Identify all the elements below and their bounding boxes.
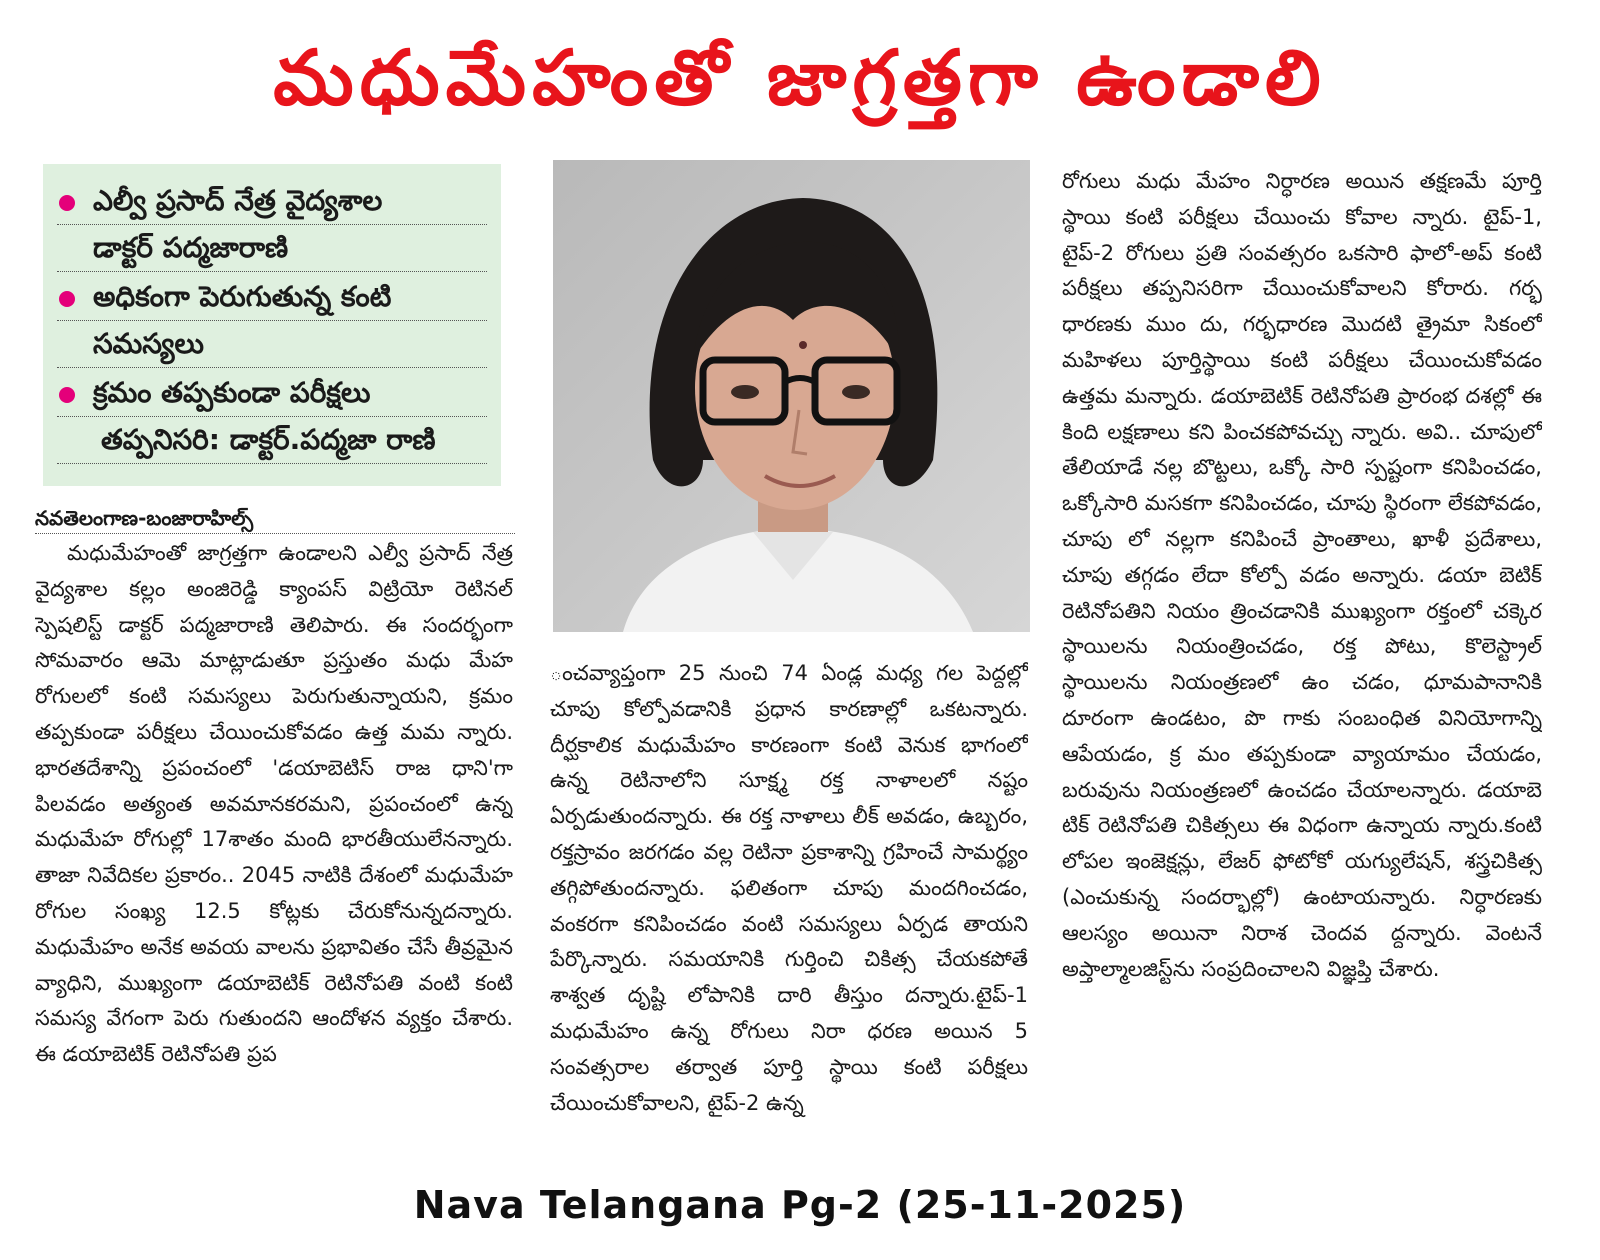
byline: నవతెలంగాణ-బంజారాహిల్స్ (35, 505, 515, 534)
highlights-box (43, 164, 501, 486)
bullet-icon (59, 387, 75, 403)
highlight-item (57, 178, 487, 272)
highlight-item (57, 274, 487, 368)
highlight-line (57, 178, 487, 225)
highlight-item (57, 370, 487, 464)
article-text: ంచవ్యాప్తంగా 25 నుంచి 74 ఏండ్ల మధ్య గల పెద్దల్లో చూపు కోల్పోవడానికి ప్రధాన కారణాల్లో ఒకటన్నారు. దీర్ఘకాలిక మధుమేహం కారణంగా కంటి వెనుక భాగంలో ఉన్న రెటినాలోని సూక్ష్మ రక్త నాళాలలో నష్టం ఏర్పడుతుందన్నారు. ఈ రక్త నాళాలు లీక్ అవడం, ఉబ్బరం, రక్తస్రావం జరగడం వల్ల రెటినా ప్రకాశాన్ని గ్రహించే సామర్థ్యం తగ్గిపోతుందన్నారు. ఫలితంగా చూపు మందగించడం, వంకరగా కనిపించడం వంటి సమస్యలు ఏర్పడ తాయని పేర్కొన్నారు. సమయానికి గుర్తించి చికిత్స చేయకపోతే శాశ్వత దృష్టి లోపానికి దారి తీస్తుం దన్నారు.టైప్-1 మధుమేహం ఉన్న రోగులు నిరా ధరణ అయిన 5 సంవత్సరాల తర్వాత పూర్తి స్థాయి కంటి పరీక్షలు చేయించుకోవాలని, టైప్-2 ఉన్న (550, 661, 1028, 1115)
highlight-text: అధికంగా పెరుగుతున్న కంటి (93, 280, 392, 313)
article-column-1 (35, 536, 513, 1166)
headline: మధుమేహంతో జాగ్రత్తగా ఉండాలి (273, 33, 1327, 122)
highlight-line: సమస్యలు (57, 321, 487, 368)
portrait-illustration (553, 160, 1030, 632)
bullet-icon (59, 291, 75, 307)
highlight-line (57, 370, 487, 417)
highlight-line: డాక్టర్ పద్మజారాణి (57, 225, 487, 272)
highlight-line (57, 274, 487, 321)
article-column-2 (550, 656, 1028, 1166)
highlight-text: ఎల్వీ ప్రసాద్ నేత్ర వైద్యశాల (93, 184, 383, 217)
highlight-line: తప్పనిసరి: డాక్టర్.పద్మజా రాణి (57, 417, 487, 464)
highlight-text: క్రమం తప్పకుండా పరీక్షలు (93, 376, 371, 409)
bullet-icon (59, 195, 75, 211)
article-text: రోగులు మధు మేహం నిర్ధారణ అయిన తక్షణమే పూర్తి స్థాయి కంటి పరీక్షలు చేయించు కోవాల న్నారు. టైప్-1, టైప్-2 రోగులు ప్రతి సంవత్సరం ఒకసారి ఫాలో-అప్ కంటి పరీక్షలు తప్పనిసరిగా చేయించుకోవాలని కోరారు. గర్భ ధారణకు ముం దు, గర్భధారణ మొదటి త్రైమా సికంలో మహిళలు పూర్తిస్థాయి కంటి పరీక్షలు చేయించుకోవడం ఉత్తమ మన్నారు. డయాబెటిక్ రెటినోపతి ప్రారంభ దశల్లో ఈ కింది లక్షణాలు కని పించకపోవచ్చు న్నారు. అవి.. చూపులో తేలియాడే నల్ల బొట్టలు, ఒక్కో సారి స్పష్టంగా కనిపించడం, ఒక్కోసారి మసకగా కనిపించడం, చూపు స్థిరంగా లేకపోవడం, చూపు లో నల్లగా కనిపించే ప్రాంతాలు, ఖాళీ ప్రదేశాలు, చూపు తగ్గడం లేదా కోల్పో వడం అన్నారు. డయా బెటిక్ రెటినోపతిని నియం త్రించడానికి ముఖ్యంగా రక్తంలో చక్కెర స్థాయిలను నియంత్రించడం, రక్త పోటు, కొలెస్ట్రాల్ స్థాయిలను నియంత్రణలో ఉం చడం, ధూమపానానికి దూరంగా ఉండటం, పొ గాకు సంబంధిత వినియోగాన్ని ఆపేయడం, క్ర మం తప్పకుండా వ్యాయామం చేయడం, బరువును నియంత్రణలో ఉంచడం చేయాలన్నారు. డయాబె టిక్ రెటినోపతి చికిత్సలు ఈ విధంగా ఉన్నాయ న్నారు.కంటి లోపల ఇంజెక్షన్లు, లేజర్ ఫోటోకో యగ్యులేషన్, శస్త్రచికిత్స (ఎంచుకున్న సందర్భాల్లో) ఉంటాయన్నారు. నిర్ధారణకు ఆలస్యం అయినా నిరాశ చెందవ ద్దన్నారు. వెంటనే అప్తాల్మాలజిస్ట్‌ను సంప్రదించాలని విజ్ఞప్తి చేశారు. (1062, 169, 1542, 981)
source-caption: Nava Telangana Pg-2 (25-11-2025) (413, 1183, 1187, 1227)
article-column-3 (1062, 164, 1542, 1166)
article-text: మధుమేహంతో జాగ్రత్తగా ఉండాలని ఎల్వీ ప్రసాద్ నేత్ర వైద్యశాల కల్లం అంజిరెడ్డి క్యాంపస్ విట్రియో రెటినల్ స్పెషలిస్ట్ డాక్టర్ పద్మజారాణి తెలిపారు. ఈ సందర్భంగా సోమవారం ఆమె మాట్లాడుతూ ప్రస్తుతం మధు మేహ రోగులలో కంటి సమస్యలు పెరుగుతున్నాయని, క్రమం తప్పకుండా పరీక్షలు చేయించుకోవడం ఉత్త మమ న్నారు. భారతదేశాన్ని ప్రపంచంలో 'డయాబెటిస్ రాజ ధాని'గా పిలవడం అత్యంత అవమానకరమని, ప్రపంచంలో ఉన్న మధుమేహ రోగుల్లో 17శాతం మంది భారతీయులేనన్నారు. తాజా నివేదికల ప్రకారం.. 2045 నాటికి దేశంలో మధుమేహ రోగుల సంఖ్య 12.5 కోట్లకు చేరుకోనున్నదన్నారు. మధుమేహం అనేక అవయ వాలను ప్రభావితం చేసే తీవ్రమైన వ్యాధిని, ముఖ్యంగా డయాబెటిక్ రెటినోపతి వంటి కంటి సమస్య వేగంగా పెరు గుతుందని ఆందోళన వ్యక్తం చేశారు. ఈ డయాబెటిక్ రెటినోపతి ప్రప (35, 541, 513, 1067)
portrait-photo (553, 160, 1030, 632)
